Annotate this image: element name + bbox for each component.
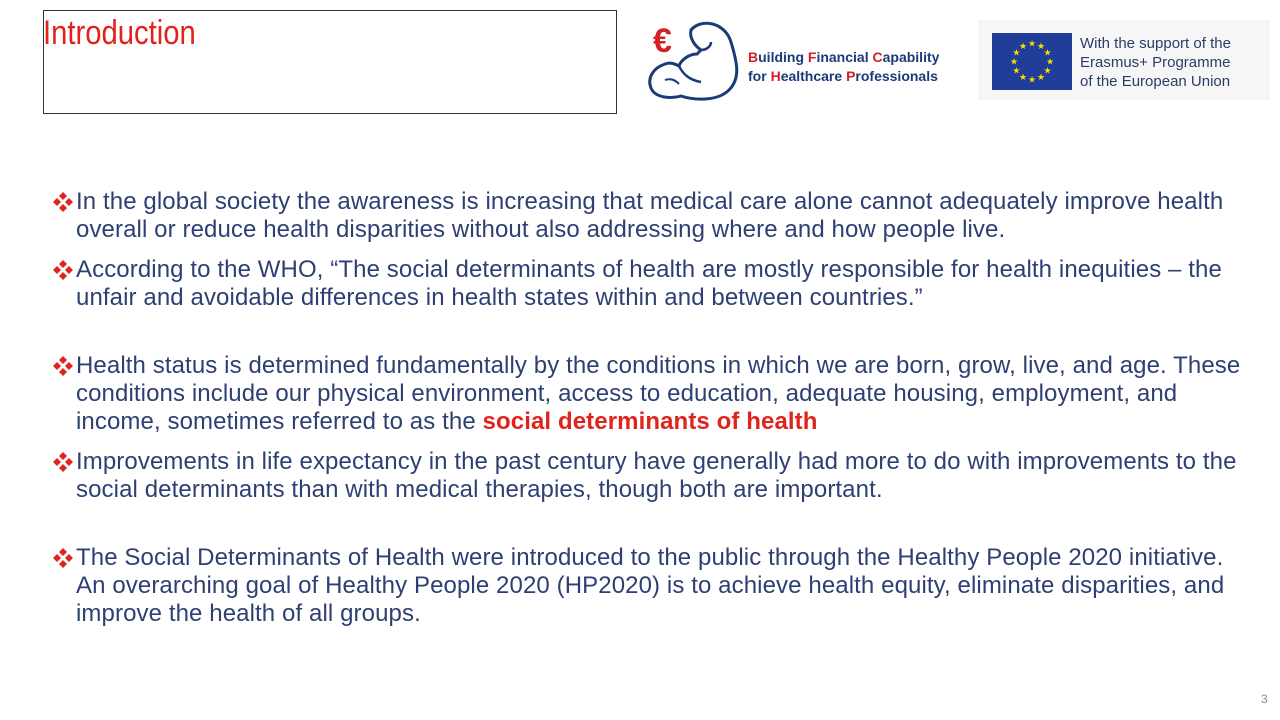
eu-star-icon: ★ [1027,74,1037,85]
slide-title: Introduction [43,14,196,52]
eu-star-icon: ★ [1018,72,1028,83]
eu-flag-icon [992,33,1072,90]
eu-text-line2: Erasmus+ Programme [1080,54,1231,71]
eu-support-text [1080,34,1231,91]
bullet-text: In the global society the awareness is increasing that medical care alone cannot adequately improve health overall or reduce health disparities without also addressing where and how people live. [76,188,1224,243]
eu-text-line1: With the support of the [1080,35,1231,52]
eu-star-icon: ★ [1012,65,1021,76]
page-number: 3 [1261,692,1268,706]
bfc-logo-line1: Building Financial Capability [748,49,940,65]
bullet-text: According to the WHO, “The social determinants of health are mostly responsible for health inequities – the unfair and avoidable differences in health states within and between countries.” [76,256,1222,311]
eu-text-line3: of the European Union [1080,73,1231,90]
four-diamond-bullet-icon [52,451,74,473]
eu-star-icon: ★ [1036,40,1046,51]
bullet-item [52,256,1242,312]
four-diamond-bullet-icon [52,355,74,377]
bullet-text: The Social Determinants of Health were introduced to the public through the Healthy People 2020 initiative. An overarching goal of Healthy People 2020 (HP2020) is to achieve health equity, eliminate disparities, and improve the health of all groups. [76,544,1225,627]
four-diamond-bullet-icon [52,547,74,569]
eu-star-icon: ★ [1027,38,1037,49]
eu-star-icon: ★ [1012,47,1021,58]
eu-star-icon: ★ [1043,47,1052,58]
bfc-logo-line2: for Healthcare Professionals [748,68,938,84]
bfc-logo [645,20,955,104]
four-diamond-bullet-icon [52,259,74,281]
bullet-list [52,188,1242,628]
eu-star-icon: ★ [1018,40,1028,51]
bullet-item [52,448,1242,504]
highlight-term: social determinants of health [482,408,818,435]
four-diamond-bullet-icon [52,191,74,213]
bullet-item [52,352,1242,436]
eu-star-icon: ★ [1036,72,1046,83]
bullet-item [52,544,1242,628]
bullet-text: Health status is determined fundamentally by the conditions in which we are born, grow, live, and age. These conditions include our physical environment, access to education, adequate housing, employment, and income, sometimes referred to as the [76,352,1241,435]
eu-star-icon: ★ [1043,65,1052,76]
bullet-text: Improvements in life expectancy in the past century have generally had more to do with improvements to the social determinants than with medical therapies, though both are important. [76,448,1237,503]
euro-symbol: € [653,22,672,60]
eu-support-badge [978,20,1270,100]
eu-star-icon: ★ [1009,56,1019,67]
eu-star-icon: ★ [1045,56,1055,67]
bullet-item [52,188,1242,244]
